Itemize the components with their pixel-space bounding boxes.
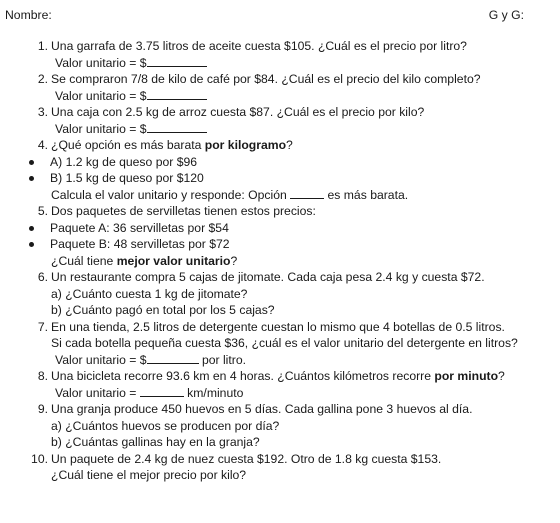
question-line: ¿Cuál tiene mejor valor unitario? [51,253,238,268]
answer-blank[interactable] [147,55,207,67]
exercise-number: 6. [37,270,48,284]
exercise-3 [0,104,560,121]
answer-label: Valor unitario = $ [55,88,147,103]
sub-question-text: a) ¿Cuántos huevos se producen por día? [51,418,280,433]
answer-line: Valor unitario = $ por litro. [55,352,246,367]
exercise-number: 1. [37,39,48,53]
answer-line: Valor unitario = km/minuto [55,385,244,400]
answer-blank[interactable] [140,385,184,397]
exercise-10 [0,451,560,468]
sub-question [0,302,560,319]
worksheet-header [5,8,524,24]
exercise-number: 5. [37,204,48,218]
option-text: B) 1.5 kg de queso por $120 [50,171,204,185]
answer-line [0,55,560,72]
question-text: ¿Cuál tiene el mejor precio por kilo? [51,468,247,482]
answer-blank[interactable] [147,352,199,364]
exercise-8: 8. Una bicicleta recorre 93.6 km en 4 horas. ¿Cuántos kilómetros recorre por minuto? [0,368,560,385]
answer-blank[interactable] [147,121,207,133]
option-text: Paquete B: 48 servilletas por $72 [50,237,230,251]
bullet-dot-icon [29,226,34,231]
option-text: A) 1.2 kg de queso por $96 [50,154,198,169]
bullet-item [0,220,560,237]
exercise-text: Un restaurante compra 5 cajas de jitomate. Cada caja pesa 2.4 kg y cuesta $72. [51,270,485,284]
answer-blank[interactable] [290,187,324,199]
answer-label: Valor unitario = $ [55,352,147,367]
exercise-number: 2. [37,72,48,86]
exercise-6 [0,269,560,286]
exercise-text: En una tienda, 2.5 litros de detergente cuestan lo mismo que 4 botellas de 0.5 litros. [51,319,505,334]
exercise-text: Una caja con 2.5 kg de arroz cuesta $87. ¿Cuál es el precio por kilo? [51,105,425,119]
answer-label: Valor unitario = $ [55,55,147,70]
bullet-dot-icon [29,176,34,181]
bullet-dot-icon [29,160,34,165]
exercise-number: 9. [37,402,48,416]
sub-question-text: a) ¿Cuánto cuesta 1 kg de jitomate? [51,286,248,301]
exercise-text: Un paquete de 2.4 kg de nuez cuesta $192. Otro de 1.8 kg cuesta $153. [51,451,442,466]
exercise-1 [0,38,560,55]
bullet-item [0,170,560,187]
exercise-text: Dos paquetes de servilletas tienen estos precios: [51,204,316,218]
exercise-text: Si cada botella pequeña cuesta $36, ¿cuál es el valor unitario del detergente en litros? [51,336,518,350]
exercise-emphasis: por minuto [434,369,499,383]
bullet-item [0,236,560,253]
exercise-2 [0,71,560,88]
answer-line [0,88,560,105]
exercise-number: 7. [37,319,48,334]
question-line [0,467,560,484]
option-text: Paquete A: 36 servilletas por $54 [50,220,229,235]
exercise-text: Una granja produce 450 huevos en 5 días. Cada gallina pone 3 huevos al día. [51,402,473,416]
exercise-text: Se compraron 7/8 de kilo de café por $84. ¿Cuál es el precio del kilo completo? [51,72,481,86]
exercise-5 [0,203,560,220]
answer-label: Valor unitario = [55,385,140,400]
question-text: ¿Cuál tiene [51,253,117,268]
exercise-4: 4. ¿Qué opción es más barata por kilogramo? [0,137,560,154]
exercise-text: ¿Qué opción es más barata [51,138,205,152]
answer-label: Calcula el valor unitario y responde: Opción [51,187,291,202]
exercise-list [0,38,560,484]
answer-blank[interactable] [147,88,207,100]
exercise-continuation [0,335,560,352]
sub-question-text: b) ¿Cuántas gallinas hay en la granja? [51,435,260,449]
bullet-dot-icon [29,242,34,247]
sub-question-text: b) ¿Cuánto pagó en total por los 5 cajas? [51,303,275,317]
exercise-number: 3. [37,105,48,119]
exercise-text: Una garrafa de 3.75 litros de aceite cuesta $105. ¿Cuál es el precio por litro? [51,39,467,53]
answer-line: Calcula el valor unitario y responde: Opción es más barata. [51,187,409,202]
exercise-emphasis: por kilogramo [204,138,287,152]
exercise-number: 10. [31,451,48,466]
sub-question [0,434,560,451]
answer-label: Valor unitario = $ [55,121,147,136]
sub-question [0,286,560,303]
exercise-number: 8. [37,369,48,383]
bullet-item [0,154,560,171]
answer-line [0,121,560,138]
sub-question [0,418,560,435]
exercise-7 [0,319,560,336]
grade-group-label: G y G: [488,8,524,22]
exercise-9 [0,401,560,418]
name-label: Nombre: [5,8,52,22]
question-emphasis: mejor valor unitario [116,253,231,268]
exercise-number: 4. [37,138,48,152]
exercise-text: Una bicicleta recorre 93.6 km en 4 horas. ¿Cuántos kilómetros recorre [51,369,435,383]
